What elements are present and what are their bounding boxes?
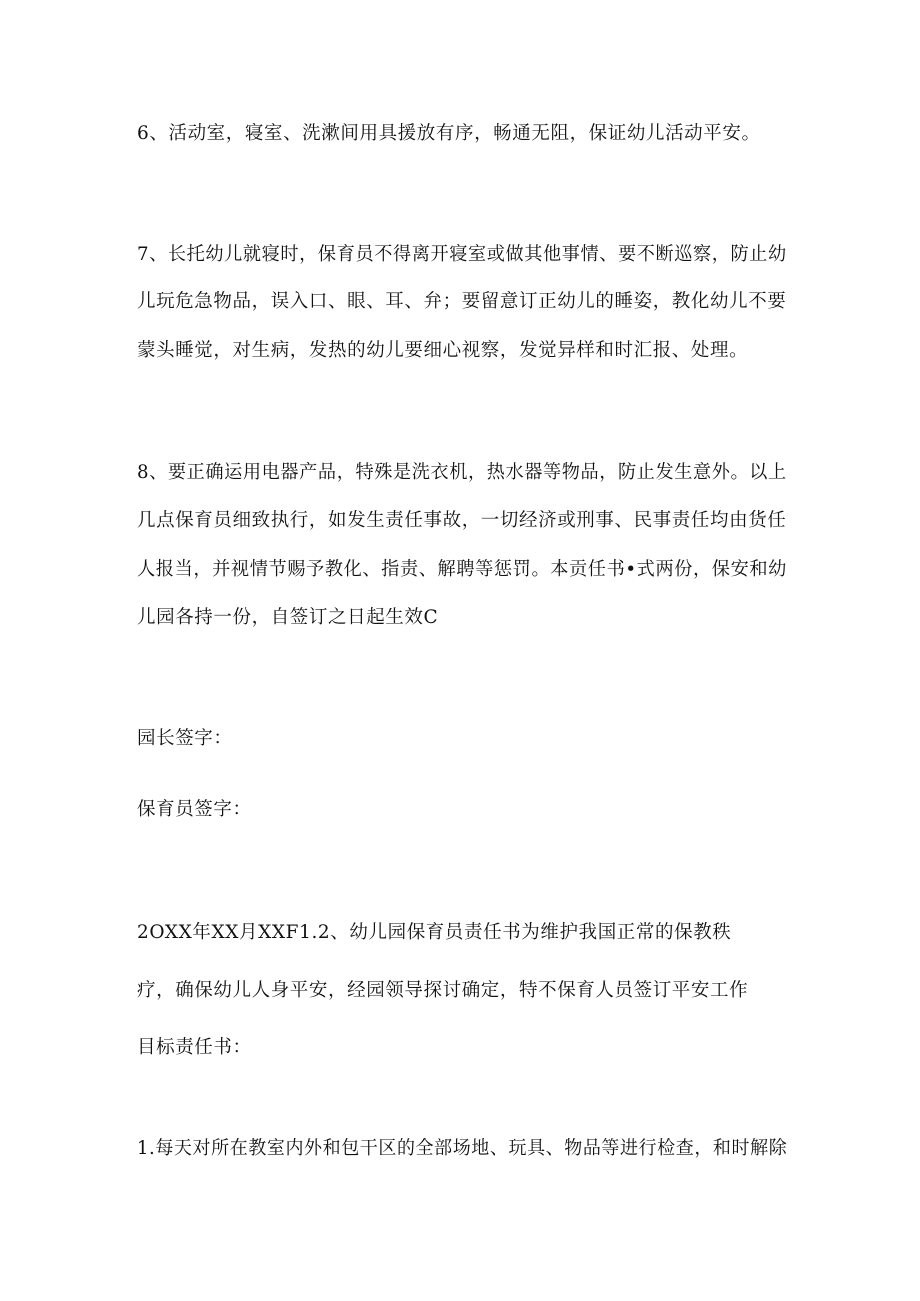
principal-signature-label: 园长签字： bbox=[137, 728, 233, 749]
item-8-line-2: 几点保育员细致执行，如发生责任事故，一切经济或刑事、民事责任均由货任 bbox=[137, 510, 787, 531]
item-6-text: 6、活动室，寝室、洗漱间用具援放有序，畅通无阻，保证幼儿活动平安。 bbox=[137, 123, 761, 144]
item-7-line-1: 7、长托幼儿就寝时，保育员不得离开寝室或做其他事情、要不断巡察，防止幼 bbox=[137, 244, 787, 265]
caregiver-signature-label: 保育员签字： bbox=[137, 799, 252, 820]
item-8-line-3: 人报当，并视情节赐予教化、指责、解聘等惩罚。本贡任书•式两份，保安和幼 bbox=[137, 559, 787, 580]
item-7-line-2: 儿玩危急物品，误入口、眼、耳、弁；要留意订正幼儿的睡姿，教化幼儿不要 bbox=[137, 291, 787, 312]
item-8-line-4: 儿园各持一份，自签订之日起生效C bbox=[137, 607, 439, 628]
date-heading-line-1: 2OXX年XX月XXF1.2、幼儿园保育员责任书为维护我国正常的保教秩 bbox=[137, 922, 732, 943]
item-8-line-1: 8、要正确运用电器产品，特殊是洗衣机，热水器等物品，防止发生意外。以上 bbox=[137, 462, 787, 483]
item-1-line-1: 1.每天对所在教室内外和包干区的全部场地、玩具、物品等进行检查，和时解除 bbox=[137, 1138, 788, 1159]
item-7-line-3: 蒙头睡觉，对生病，发热的幼儿要细心视察，发觉异样和时汇报、处理。 bbox=[137, 340, 749, 361]
intro-line-2: 疗，确保幼儿人身平安，经园领导探讨确定，特不保育人员签订平安工作 bbox=[137, 980, 749, 1001]
intro-line-3: 目标责任书： bbox=[137, 1037, 252, 1058]
